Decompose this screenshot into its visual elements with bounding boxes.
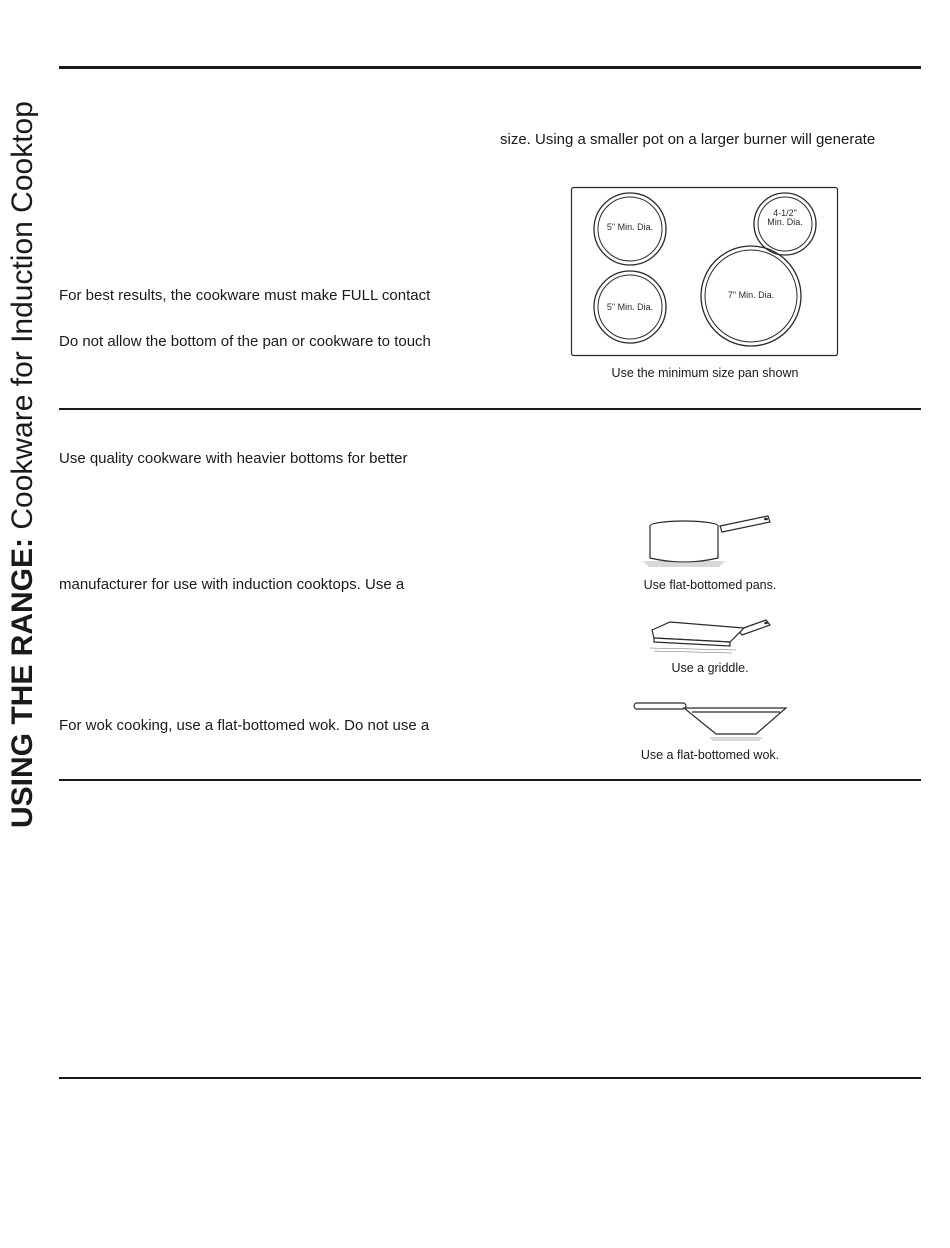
divider-rule-1 — [59, 408, 921, 410]
divider-rule-2 — [59, 779, 921, 781]
section-title-bold: USING THE RANGE: — [6, 537, 39, 828]
section-title — [2, 28, 44, 830]
burner-label-right-small-2: Min. Dia. — [767, 217, 803, 227]
section-title-light: Cookware for Induction Cooktop — [6, 101, 39, 538]
body-text-line: For wok cooking, use a flat-bottomed wok. Do not use a — [59, 717, 430, 734]
griddle-caption: Use a griddle. — [671, 661, 749, 675]
top-rule — [59, 66, 921, 69]
body-text-line: manufacturer for use with induction cooktops. Use a — [59, 576, 405, 593]
saucepan-illustration — [640, 512, 776, 572]
body-text-line: size. Using a smaller pot on a larger burner will generate — [500, 131, 876, 148]
cooktop-diagram — [570, 186, 840, 358]
divider-rule-3 — [59, 1077, 921, 1079]
cooktop-caption: Use the minimum size pan shown — [611, 366, 799, 380]
griddle-illustration — [646, 614, 776, 658]
body-text-line: Do not allow the bottom of the pan or cookware to touch — [59, 333, 431, 350]
body-text-line: For best results, the cookware must make FULL contact — [59, 287, 431, 304]
wok-caption: Use a flat-bottomed wok. — [640, 748, 780, 762]
saucepan-caption: Use flat-bottomed pans. — [643, 578, 777, 592]
burner-label-right-large: 7" Min. Dia. — [727, 290, 775, 300]
burner-label-left-top: 5" Min. Dia. — [606, 222, 654, 232]
svg-text:USING THE RANGE: Cookware for — [6, 101, 39, 828]
body-text-line: Use quality cookware with heavier bottoms for better — [59, 450, 408, 467]
burner-label-right-small-1: 4-1/2" — [773, 208, 797, 218]
burner-label-left-bottom: 5" Min. Dia. — [606, 302, 654, 312]
wok-illustration — [632, 698, 790, 742]
